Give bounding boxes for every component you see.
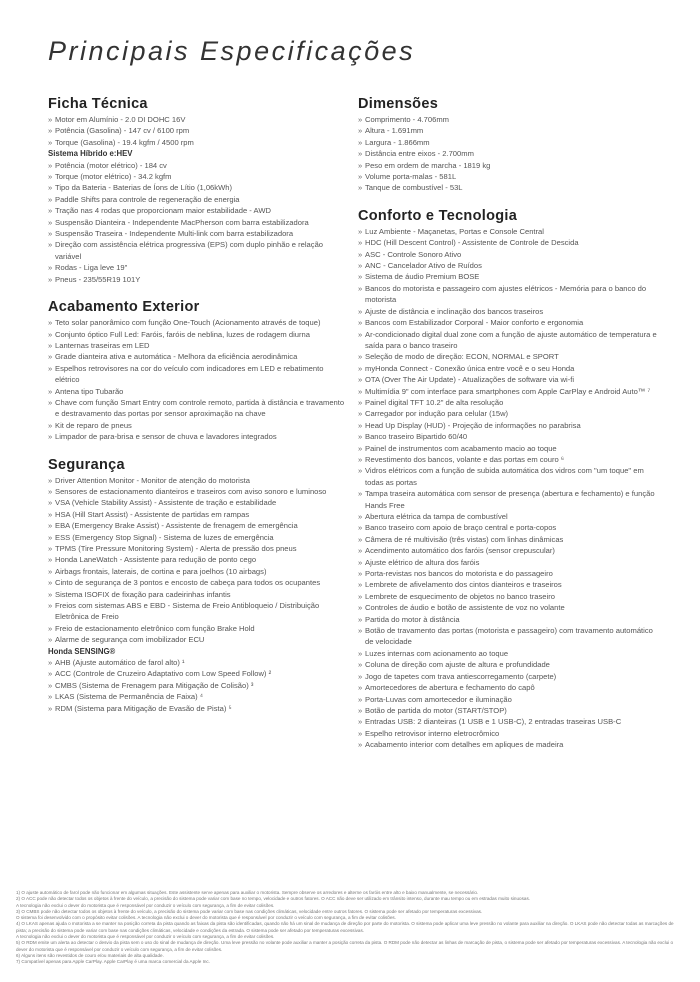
section-acabamento-exterior [48,299,348,442]
left-column [48,96,348,728]
section-conforto-e-tecnologia [358,208,658,751]
section-title: Acabamento Exterior [48,299,200,316]
spec-item: » Suspensão Dianteira - Independente MacPherson com barra estabilizadora [48,217,348,228]
spec-item: » Porta-revistas nos bancos do motorista e do passageiro [358,568,658,579]
spec-item: » Potência (Gasolina) - 147 cv / 6100 rpm [48,125,348,136]
spec-item: » Kit de reparo de pneus [48,420,348,431]
spec-list [358,226,658,751]
footnote: 4) O LKAS apenas ajuda o motorista a se manter na posição correta da pista quando as faixas da pista são identificadas, quando não há um sinal de mudança de direção por parte do motorista. O sistema pode aplicar uma leve pressão no volante para auxiliar na direção. O LKAS pode não detectar todas as marcações de pista; a precisão do sistema pode variar com base nas condições climáticas, velocidade e condições da estrada. O sistema pode ser afetado por temperaturas excessivas. [16,921,674,933]
spec-list [48,657,348,714]
spec-item: » Torque (Gasolina) - 19.4 kgfm / 4500 rpm [48,137,348,148]
spec-item: » Motor em Alumínio - 2.0 DI DOHC 16V [48,114,348,125]
spec-item: » Jogo de tapetes com trava antiescorregamento (carpete) [358,671,658,682]
footnote: A tecnologia não exclui o dever do motorista que é responsável por conduzir o veículo com segurança, a fim de evitar colisões. [16,934,275,940]
spec-list [48,160,348,285]
spec-item: » Cinto de segurança de 3 pontos e encosto de cabeça para todos os ocupantes [48,577,348,588]
spec-item: » Driver Attention Monitor - Monitor de atenção do motorista [48,475,348,486]
spec-item: » EBA (Emergency Brake Assist) - Assistente de frenagem de emergência [48,520,348,531]
spec-item: » Suspensão Traseira - Independente Multi-link com barra estabilizadora [48,228,348,239]
spec-item: » Acendimento automático dos faróis (sensor crepuscular) [358,545,658,556]
spec-item: » Botão de partida do motor (START/STOP) [358,705,658,716]
spec-item: » Espelhos retrovisores na cor do veículo com indicadores em LED e rebatimento elétrico [48,363,348,386]
footnotes [16,890,684,966]
spec-item: » Tanque de combustível - 53L [358,182,658,193]
spec-item: » myHonda Connect - Conexão única entre você e o seu Honda [358,363,658,374]
section-title: Conforto e Tecnologia [358,207,518,224]
right-column [358,96,658,765]
footnote: O sistema foi desenvolvido com o propósito evitar colisões. A tecnologia não exclui o dever do motorista que é responsável por conduzir o veículo com segurança, a fim de evitar colisões. [16,915,396,921]
section-seguranca [48,457,348,715]
spec-item: » Seleção de modo de direção: ECON, NORMAL e SPORT [358,351,658,362]
spec-item: » ESS (Emergency Stop Signal) - Sistema de luzes de emergência [48,532,348,543]
footnote: 5) O RDM emite um alerta ao detectar o desvio da pista sem o uso do sinal de mudança de direção. Uma leve pressão no volante pode auxiliar a manter a posição correta da pista. O RDM pode não detectar as linhas de marcação de pista, o sistema pode ser afetado por temperaturas excessivas. A tecnologia não exclui o dever do motorista que é responsável por conduzir o veículo com segurança, a fim de evitar colisões. [16,940,674,952]
spec-list [48,475,348,646]
spec-item: » Abertura elétrica da tampa de combustível [358,511,658,522]
spec-item: » Head Up Display (HUD) - Projeção de informações no parabrisa [358,420,658,431]
spec-item: » Largura - 1.866mm [358,137,658,148]
spec-item: » TPMS (Tire Pressure Monitoring System) - Alerta de pressão dos pneus [48,543,348,554]
section-title: Ficha Técnica [48,96,148,112]
spec-item: » Partida do motor à distância [358,614,658,625]
spec-item: » Controles de áudio e botão de assistente de voz no volante [358,602,658,613]
spec-list [48,317,348,442]
subsection-title: Sistema Híbrido e:HEV [48,149,133,159]
spec-item: » Peso em ordem de marcha - 1819 kg [358,160,658,171]
spec-item: » Pneus - 235/55R19 101Y [48,274,348,285]
spec-item: » RDM (Sistema para Mitigação de Evasão de Pista) ⁵ [48,703,348,714]
spec-item: » Lembrete de esquecimento de objetos no banco traseiro [358,591,658,602]
spec-item: » Luzes internas com acionamento ao toque [358,648,658,659]
spec-item: » Vidros elétricos com a função de subida automática dos vidros com "um toque" em todas as portas [358,465,658,488]
spec-item: » Freios com sistemas ABS e EBD - Sistema de Freio Antibloqueio / Distribuição Eletrônica de Freio [48,600,348,623]
spec-item: » Rodas - Liga leve 19" [48,262,348,273]
spec-item: » Antena tipo Tubarão [48,386,348,397]
spec-item: » Sensores de estacionamento dianteiros e traseiros com aviso sonoro e luminoso [48,486,348,497]
spec-item: » Coluna de direção com ajuste de altura e profundidade [358,659,658,670]
spec-item: » ANC - Cancelador Ativo de Ruídos [358,260,658,271]
spec-item: » Airbags frontais, laterais, de cortina e para joelhos (10 airbags) [48,566,348,577]
spec-item: » Tampa traseira automática com sensor de presença (abertura e fechamento) e função Hands Free [358,488,658,511]
spec-list [358,114,658,194]
spec-item: » Multimídia 9" com interface para smartphones com Apple CarPlay e Android Auto™ ⁷ [358,386,658,397]
spec-item: » Sistema ISOFIX de fixação para cadeirinhas infantis [48,589,348,600]
spec-item: » Tipo da Bateria - Baterias de Íons de Lítio (1,06kWh) [48,182,348,193]
spec-item: » Luz Ambiente - Maçanetas, Portas e Console Central [358,226,658,237]
spec-item: » HDC (Hill Descent Control) - Assistente de Controle de Descida [358,237,658,248]
spec-item: » Revestimento dos bancos, volante e das portas em couro ⁶ [358,454,658,465]
spec-item: » Alarme de segurança com imobilizador ECU [48,634,348,645]
spec-item: » ACC (Controle de Cruzeiro Adaptativo com Low Speed Follow) ² [48,668,348,679]
spec-item: » OTA (Over The Air Update) - Atualizações de software via wi-fi [358,374,658,385]
spec-item: » Espelho retrovisor interno eletrocrômico [358,728,658,739]
spec-item: » Grade dianteira ativa e automática - Melhora da eficiência aerodinâmica [48,351,348,362]
spec-item: » Comprimento - 4.706mm [358,114,658,125]
spec-item: » Tração nas 4 rodas que proporcionam maior estabilidade - AWD [48,205,348,216]
spec-item: » Amortecedores de abertura e fechamento do capô [358,682,658,693]
spec-item: » VSA (Vehicle Stability Assist) - Assistente de tração e estabilidade [48,497,348,508]
page-title: Principais Especificações [48,36,416,66]
spec-item: » Bancos do motorista e passageiro com ajustes elétricos - Memória para o banco do motorista [358,283,658,306]
spec-item: » Chave com função Smart Entry com controle remoto, partida à distância e travamento e destravamento das portas por sensor aproximação na chave [48,397,348,420]
spec-item: » Potência (motor elétrico) - 184 cv [48,160,348,171]
spec-item: » Carregador por indução para celular (15w) [358,408,658,419]
spec-item: » Direção com assistência elétrica progressiva (EPS) com duplo pinhão e relação variável [48,239,348,262]
footnote: 1) O ajuste automático de farol pode não funcionar em algumas situações. Este assistente serve apenas para auxiliar o motorista. Sempre observe os arredores e alterne os faróis entre alto e baixo manualmente, se necessário. [16,890,479,895]
spec-item: » Altura - 1.691mm [358,125,658,136]
footnote: 3) O CMBS pode não detectar todos os objetos à frente do veículo, a precisão do sistema pode variar com base nas condições climáticas, velocidade entre outros fatores. O sistema pode ser afetado por temperaturas excessivas. [16,908,483,914]
footnote: 6) Alguns itens são revestidos de couro e/ou materiais de alta qualidade. [16,952,164,958]
spec-item: » HSA (Hill Start Assist) - Assistente de partidas em rampas [48,509,348,520]
subsection-title: Honda SENSING® [48,646,116,656]
spec-item: » Porta-Luvas com amortecedor e iluminação [358,694,658,705]
spec-item: » Ajuste elétrico de altura dos faróis [358,557,658,568]
section-title: Dimensões [358,96,439,112]
spec-item: » Lembrete de afivelamento dos cintos dianteiros e traseiros [358,579,658,590]
spec-item: » Conjunto óptico Full Led: Faróis, faróis de neblina, luzes de rodagem diurna [48,329,348,340]
spec-item: » Bancos com Estabilizador Corporal - Maior conforto e ergonomia [358,317,658,328]
spec-item: » Paddle Shifts para controle de regeneração de energia [48,194,348,205]
spec-item: » Honda LaneWatch - Assistente para redução de ponto cego [48,554,348,565]
section-dimensoes [358,96,658,194]
spec-item: » Sistema de áudio Premium BOSE [358,271,658,282]
spec-item: » Lanternas traseiras em LED [48,340,348,351]
section-ficha-tecnica [48,96,348,285]
spec-item: » AHB (Ajuste automático de farol alto) ¹ [48,657,348,668]
spec-item: » Acabamento interior com detalhes em apliques de madeira [358,739,658,750]
spec-item: » Banco traseiro Bipartido 60/40 [358,431,658,442]
spec-list [48,114,348,148]
spec-item: » Limpador de para-brisa e sensor de chuva e lavadores integrados [48,431,348,442]
spec-item: » Câmera de ré multivisão (três vistas) com linhas dinâmicas [358,534,658,545]
spec-item: » Banco traseiro com apoio de braço central e porta-copos [358,522,658,533]
footnote: 7) Compatível apenas para Apple CarPlay. Apple CarPlay é uma marca comercial da Apple Inc. [16,959,210,965]
spec-item: » Painel de instrumentos com acabamento macio ao toque [358,443,658,454]
spec-item: » ASC - Controle Sonoro Ativo [358,249,658,260]
spec-item: » Ajuste de distância e inclinação dos bancos traseiros [358,306,658,317]
section-title: Segurança [48,456,125,473]
spec-item: » Torque (motor elétrico) - 34.2 kgfm [48,171,348,182]
spec-item: » Ar-condicionado digital dual zone com a função de ajuste automático de temperatura e saída para o banco traseiro [358,329,658,352]
footnote: A tecnologia não exclui o dever do motorista que é responsável por conduzir o veículo com segurança, a fim de evitar colisões. [16,902,275,908]
spec-item: » Distância entre eixos - 2.700mm [358,148,658,159]
spec-item: » Entradas USB: 2 dianteiras (1 USB e 1 USB-C), 2 entradas traseiras USB-C [358,716,658,727]
spec-item: » Teto solar panorâmico com função One-Touch (Acionamento através de toque) [48,317,348,328]
spec-item: » Freio de estacionamento eletrônico com função Brake Hold [48,623,348,634]
spec-item: » CMBS (Sistema de Frenagem para Mitigação de Colisão) ³ [48,680,348,691]
spec-item: » Painel digital TFT 10.2" de alta resolução [358,397,658,408]
spec-item: » Botão de travamento das portas (motorista e passageiro) com travamento automático de velocidade [358,625,658,648]
spec-item: » LKAS (Sistema de Permanência de Faixa) ⁴ [48,691,348,702]
footnote: 2) O ACC pode não detectar todos os objetos à frente do veículo, a precisão do sistema pode variar com base no tempo, velocidade e outros fatores. O ACC não deve ser utilizado em trânsito intenso, durante mau tempo ou em estradas muito sinuosas. [16,896,531,902]
spec-item: » Volume porta-malas - 581L [358,171,658,182]
